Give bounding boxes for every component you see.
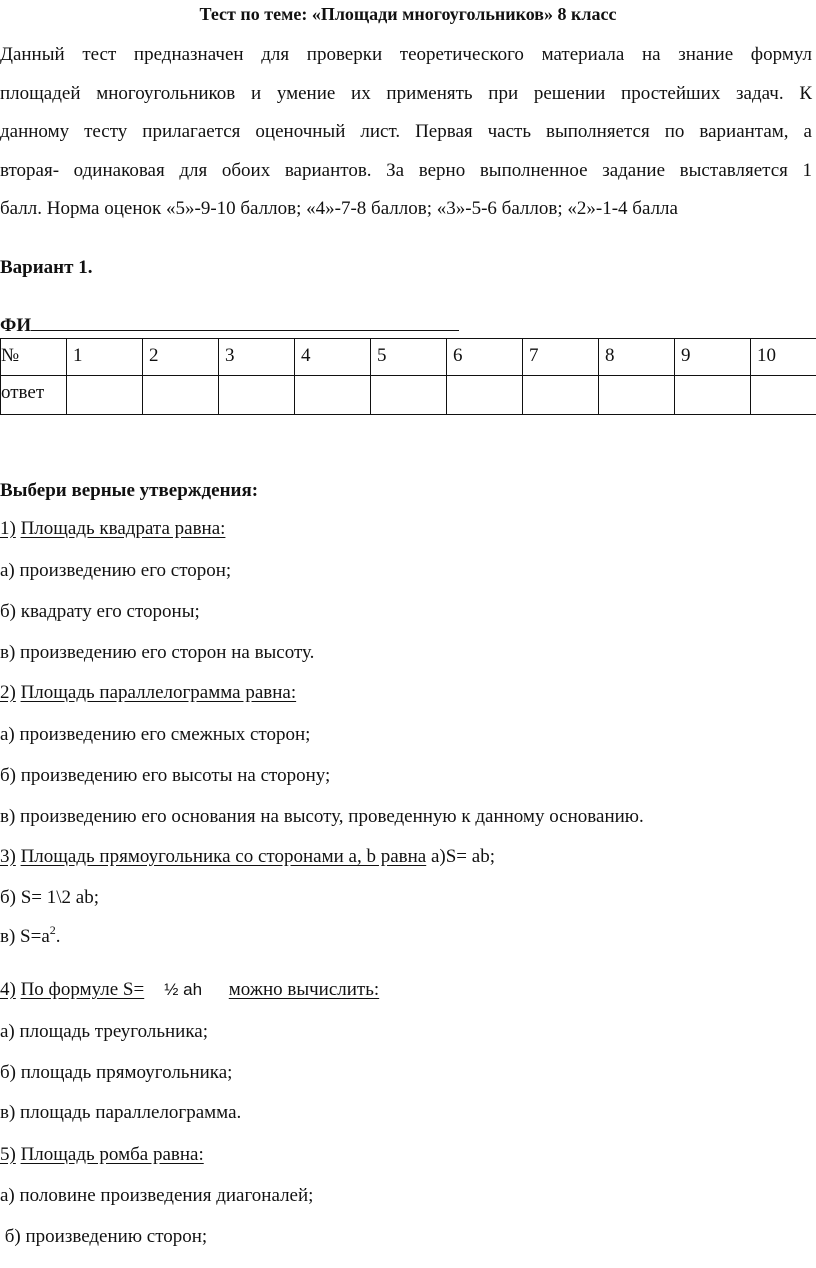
question-text: По формуле S=: [20, 979, 145, 1000]
intro-line: балл. Норма оценок «5»-9-10 баллов; «4»-7-8 баллов; «3»-5-6 баллов; «2»-1-4 балла: [0, 198, 678, 219]
answer-table-number: 1: [67, 339, 143, 376]
question-1: [0, 518, 225, 540]
answer-table-number: 7: [523, 339, 599, 376]
option-c: в) площадь параллелограмма.: [0, 1102, 242, 1123]
intro-line: площадей многоугольников и умение их применять при решении простейших задач. К: [0, 82, 812, 104]
intro-paragraph: [0, 36, 812, 229]
answer-cell[interactable]: [675, 376, 751, 415]
question-text: Площадь квадрата равна:: [20, 518, 226, 539]
option-c: в) произведению его основания на высоту, проведенную к данному основанию.: [0, 806, 644, 827]
section-title: Выбери верные утверждения:: [0, 480, 259, 501]
answer-table-number: 4: [295, 339, 371, 376]
option-a: а) половине произведения диагоналей;: [0, 1185, 314, 1206]
answer-table-header-label: №: [1, 339, 67, 376]
name-field-label: ФИ: [0, 315, 32, 336]
answer-table-number: 2: [143, 339, 219, 376]
option-a: а)S= ab;: [426, 846, 495, 867]
answer-table-row-label: ответ: [1, 376, 67, 415]
question-number: 1): [0, 518, 16, 539]
answer-cell[interactable]: [447, 376, 523, 415]
answer-cell[interactable]: [523, 376, 599, 415]
question-5: [0, 1144, 204, 1166]
option-c: в) произведению его сторон на высоту.: [0, 642, 315, 663]
option-c: [0, 923, 61, 948]
question-number: 3): [0, 846, 16, 867]
question-text: Площадь ромба равна:: [20, 1144, 204, 1165]
answer-cell[interactable]: [67, 376, 143, 415]
option-a: а) произведению его смежных сторон;: [0, 724, 311, 745]
superscript: 2: [49, 923, 56, 937]
option-b: б) S= 1\2 ab;: [0, 887, 100, 908]
name-field-line[interactable]: [31, 312, 459, 331]
answer-table: [0, 338, 816, 415]
question-4: [0, 979, 379, 1001]
option-b: б) произведению сторон;: [0, 1226, 208, 1247]
intro-line: вторая- одинаковая для обоих вариантов. За верно выполненное задание выставляется 1: [0, 159, 812, 181]
answer-table-number: 3: [219, 339, 295, 376]
question-number: 4): [0, 979, 16, 1000]
option-b: б) площадь прямоугольника;: [0, 1062, 233, 1083]
question-3: [0, 846, 495, 868]
formula: ½ ah: [164, 980, 203, 999]
variant-heading: Вариант 1.: [0, 257, 93, 278]
answer-table-answer-row: [1, 376, 816, 415]
answer-cell[interactable]: [371, 376, 447, 415]
answer-table-number: 9: [675, 339, 751, 376]
question-2: [0, 682, 296, 704]
page-title: Тест по теме: «Площади многоугольников» 8 класс: [199, 4, 617, 24]
answer-table-header-row: [1, 339, 816, 376]
option-b: б) произведению его высоты на сторону;: [0, 765, 331, 786]
answer-cell[interactable]: [295, 376, 371, 415]
answer-cell[interactable]: [599, 376, 675, 415]
answer-table-number: 5: [371, 339, 447, 376]
option-a: а) площадь треугольника;: [0, 1021, 209, 1042]
answer-cell[interactable]: [751, 376, 816, 415]
option-a: а) произведению его сторон;: [0, 560, 232, 581]
answer-table-number: 10: [751, 339, 816, 376]
answer-cell[interactable]: [219, 376, 295, 415]
option-b: б) квадрату его стороны;: [0, 601, 200, 622]
option-c-text: в) S=a: [0, 926, 50, 947]
intro-line: Данный тест предназначен для проверки теоретического материала на знание формул: [0, 44, 812, 65]
question-number: 2): [0, 682, 16, 703]
answer-cell[interactable]: [143, 376, 219, 415]
name-field: [0, 312, 459, 337]
option-c-end: .: [55, 926, 61, 947]
answer-table-number: 8: [599, 339, 675, 376]
intro-line: данному тесту прилагается оценочный лист. Первая часть выполняется по вариантам, а: [0, 121, 812, 142]
answer-table-number: 6: [447, 339, 523, 376]
question-text-end: можно вычислить:: [228, 979, 380, 1000]
question-text: Площадь прямоугольника со сторонами а, b равна: [20, 846, 427, 867]
question-number: 5): [0, 1144, 16, 1165]
question-text: Площадь параллелограмма равна:: [20, 682, 297, 703]
